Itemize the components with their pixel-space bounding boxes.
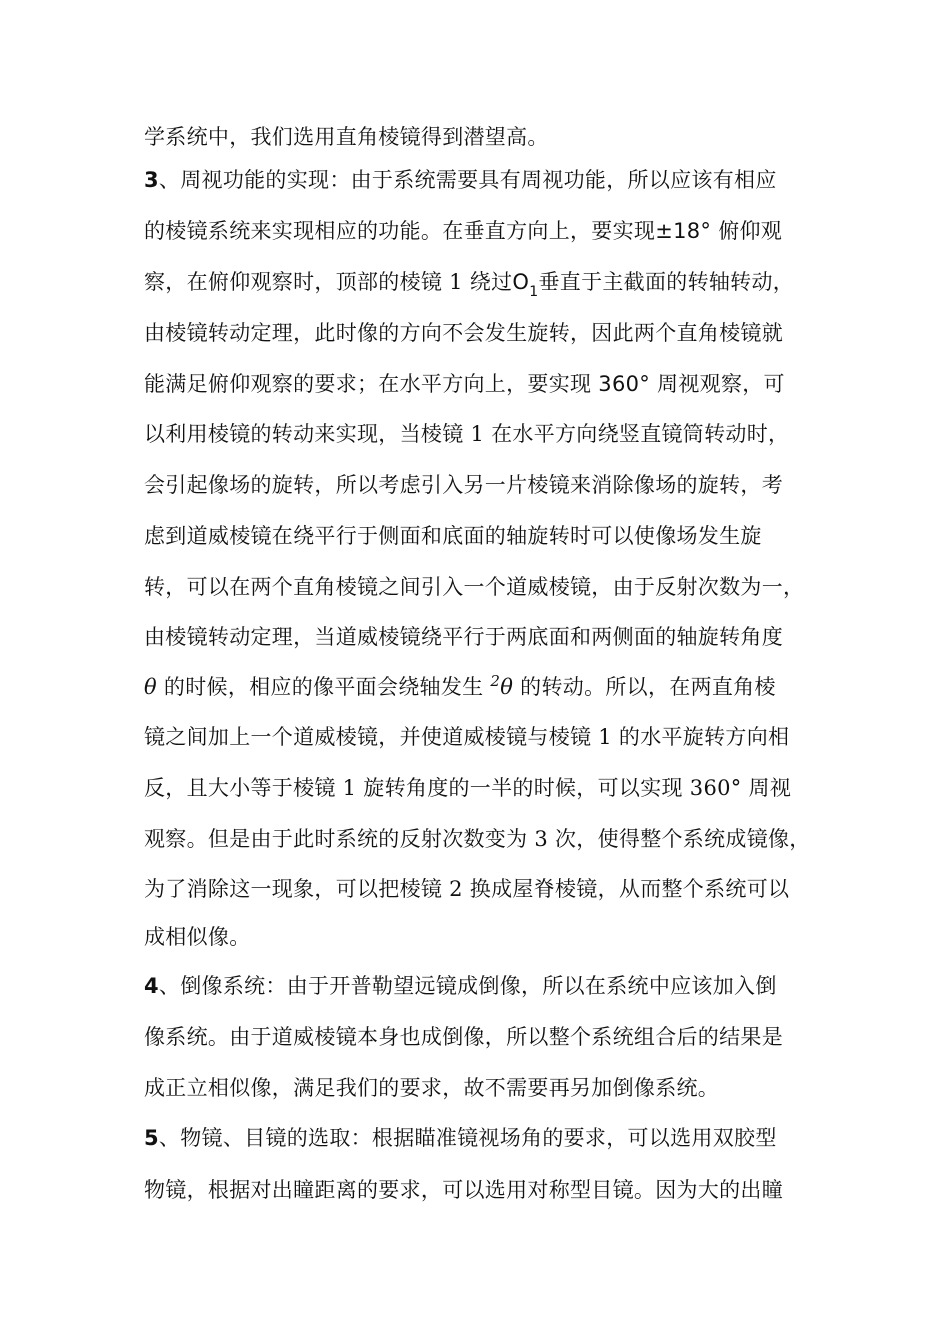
text-line-16 (144, 869, 824, 909)
text-line-19 (144, 1017, 824, 1057)
line-text: 反，且大小等于棱镜 1 旋转角度的一半的时候，可以实现 360° 周视 (144, 776, 792, 800)
line-text: 、倒像系统：由于开普勒望远镜成倒像，所以在系统中应该加入倒 (158, 974, 777, 998)
text-line-8 (144, 465, 824, 505)
line-text: 观察。但是由于此时系统的反射次数变为 3 次，使得整个系统成镜像， (144, 827, 811, 851)
line-text: 、物镜、目镜的选取：根据瞄准镜视场角的要求，可以选用双胶型 (158, 1126, 777, 1150)
text-line-11 (144, 617, 824, 657)
coefficient-two: 2 (490, 672, 501, 690)
line-text: 学系统中，我们选用直角棱镜得到潜望高。 (144, 125, 549, 149)
angle-value: ±18° (655, 219, 712, 243)
text-line-14 (144, 768, 824, 808)
line-text: 像系统。由于道威棱镜本身也成倒像，所以整个系统组合后的结果是 (144, 1025, 783, 1049)
text-line-1 (144, 117, 824, 157)
line-text: 俯仰观 (711, 219, 783, 243)
line-text: 成正立相似像，满足我们的要求，故不需要再另加倒像系统。 (144, 1076, 720, 1100)
text-line-7 (144, 414, 824, 454)
line-text: 虑到道威棱镜在绕平行于侧面和底面的轴旋转时可以使像场发生旋 (144, 524, 762, 548)
line-text: 的时候，相应的像平面会绕轴发生 (156, 675, 491, 699)
line-text: 转，可以在两个直角棱镜之间引入一个道威棱镜，由于反射次数为一， (144, 575, 805, 599)
angle-value: 360° (598, 372, 651, 396)
line-text: 由棱镜转动定理，此时像的方向不会发生旋转，因此两个直角棱镜就 (144, 321, 783, 345)
text-line-20 (144, 1068, 824, 1108)
section-heading-5 (144, 1118, 824, 1158)
symbol-subscript: 1 (529, 284, 539, 300)
section-number: 3 (144, 168, 159, 192)
text-line-12 (144, 667, 824, 707)
text-line-4 (144, 262, 824, 302)
text-line-6 (144, 364, 824, 404)
line-text: 周视观察，可 (650, 372, 785, 396)
line-text: 能满足俯仰观察的要求；在水平方向上，要实现 (144, 372, 599, 396)
line-text: 垂直于主截面的转轴转动， (538, 270, 795, 294)
text-line-13 (144, 717, 824, 757)
text-line-17 (144, 917, 824, 957)
section-number: 4 (144, 974, 159, 998)
text-line-3 (144, 211, 824, 251)
text-line-15 (144, 819, 824, 859)
line-text: 、周视功能的实现：由于系统需要具有周视功能，所以应该有相应 (158, 168, 777, 192)
section-heading-3 (144, 160, 824, 200)
line-text: 的棱镜系统来实现相应的功能。在垂直方向上，要实现 (144, 219, 656, 243)
line-text: 会引起像场的旋转，所以考虑引入另一片棱镜来消除像场的旋转，考 (144, 473, 783, 497)
line-text: 的转动。所以，在两直角棱 (513, 675, 776, 699)
text-line-10 (144, 567, 824, 607)
line-text: 察，在俯仰观察时，顶部的棱镜 1 绕过 (144, 270, 513, 294)
line-text: 由棱镜转动定理，当道威棱镜绕平行于两底面和两侧面的轴旋转角度 (144, 625, 783, 649)
line-text: 以利用棱镜的转动来实现，当棱镜 1 在水平方向绕竖直镜筒转动时， (144, 422, 790, 446)
section-number: 5 (144, 1126, 159, 1150)
text-line-22 (144, 1170, 824, 1210)
symbol-o: O (512, 270, 530, 294)
line-text: 镜之间加上一个道威棱镜，并使道威棱镜与棱镜 1 的水平旋转方向相 (144, 725, 790, 749)
line-text: 为了消除这一现象，可以把棱镜 2 换成屋脊棱镜，从而整个系统可以 (144, 877, 790, 901)
text-line-5 (144, 313, 824, 353)
line-text: 成相似像。 (144, 925, 251, 949)
theta-symbol: θ (144, 675, 157, 699)
line-text: 物镜，根据对出瞳距离的要求，可以选用对称型目镜。因为大的出瞳 (144, 1178, 783, 1202)
section-heading-4 (144, 966, 824, 1006)
text-line-9 (144, 516, 824, 556)
theta-symbol: θ (500, 675, 514, 699)
